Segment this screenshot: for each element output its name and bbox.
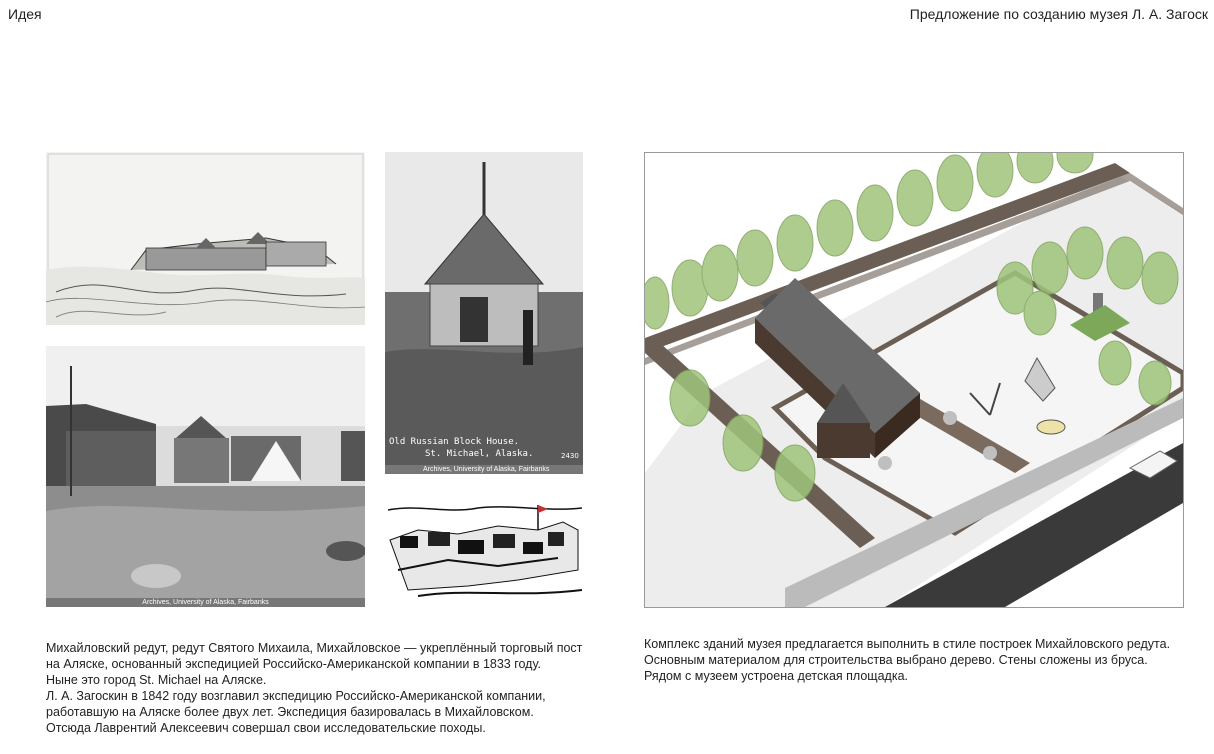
left-paragraph-3: Л. А. Загоскин в 1842 году возглавил экспедицию Российско-Американской компании, работавшую на Аляске более двух лет. Экспедиция базировалась в Михайловском. <box>46 689 546 719</box>
header-right-title: Предложение по созданию музея Л. А. Загоск <box>909 6 1208 22</box>
header-left-title: Идея <box>8 6 42 22</box>
right-paragraph-2: Основным материалом для строительства выбрано дерево. Стены сложены из бруса. <box>644 653 1148 667</box>
block-house-caption: Archives, University of Alaska, Fairbanks <box>385 465 583 474</box>
village-photo-image <box>46 346 365 607</box>
left-paragraph-4: Отсюда Лаврентий Алексеевич совершал свои исследовательские походы. <box>46 721 486 735</box>
museum-site-render-image <box>644 152 1184 608</box>
right-paragraph-1: Комплекс зданий музея предлагается выполнить в стиле построек Михайловского редута. <box>644 637 1171 651</box>
left-description <box>46 640 594 736</box>
block-house-inscription-2: St. Michael, Alaska. <box>425 449 534 459</box>
block-house-photo-image <box>385 152 583 474</box>
right-paragraph-3: Рядом с музеем устроена детская площадка. <box>644 669 908 683</box>
left-paragraph-1: Михайловский редут, редут Святого Михаила, Михайловское — укреплённый торговый пост на Аляске, основанный экспедицией Российско-Американской компании в 1833 году. <box>46 641 583 671</box>
redoubt-sketch-image <box>46 152 365 325</box>
fort-drawing-image <box>388 500 582 600</box>
right-description <box>644 636 1184 684</box>
left-paragraph-2: Ныне это город St. Michael на Аляске. <box>46 673 267 687</box>
block-house-number: 2430 <box>561 452 579 460</box>
block-house-inscription-1: Old Russian Block House. <box>389 437 520 447</box>
village-photo-caption: Archives, University of Alaska, Fairbanks <box>46 598 365 607</box>
